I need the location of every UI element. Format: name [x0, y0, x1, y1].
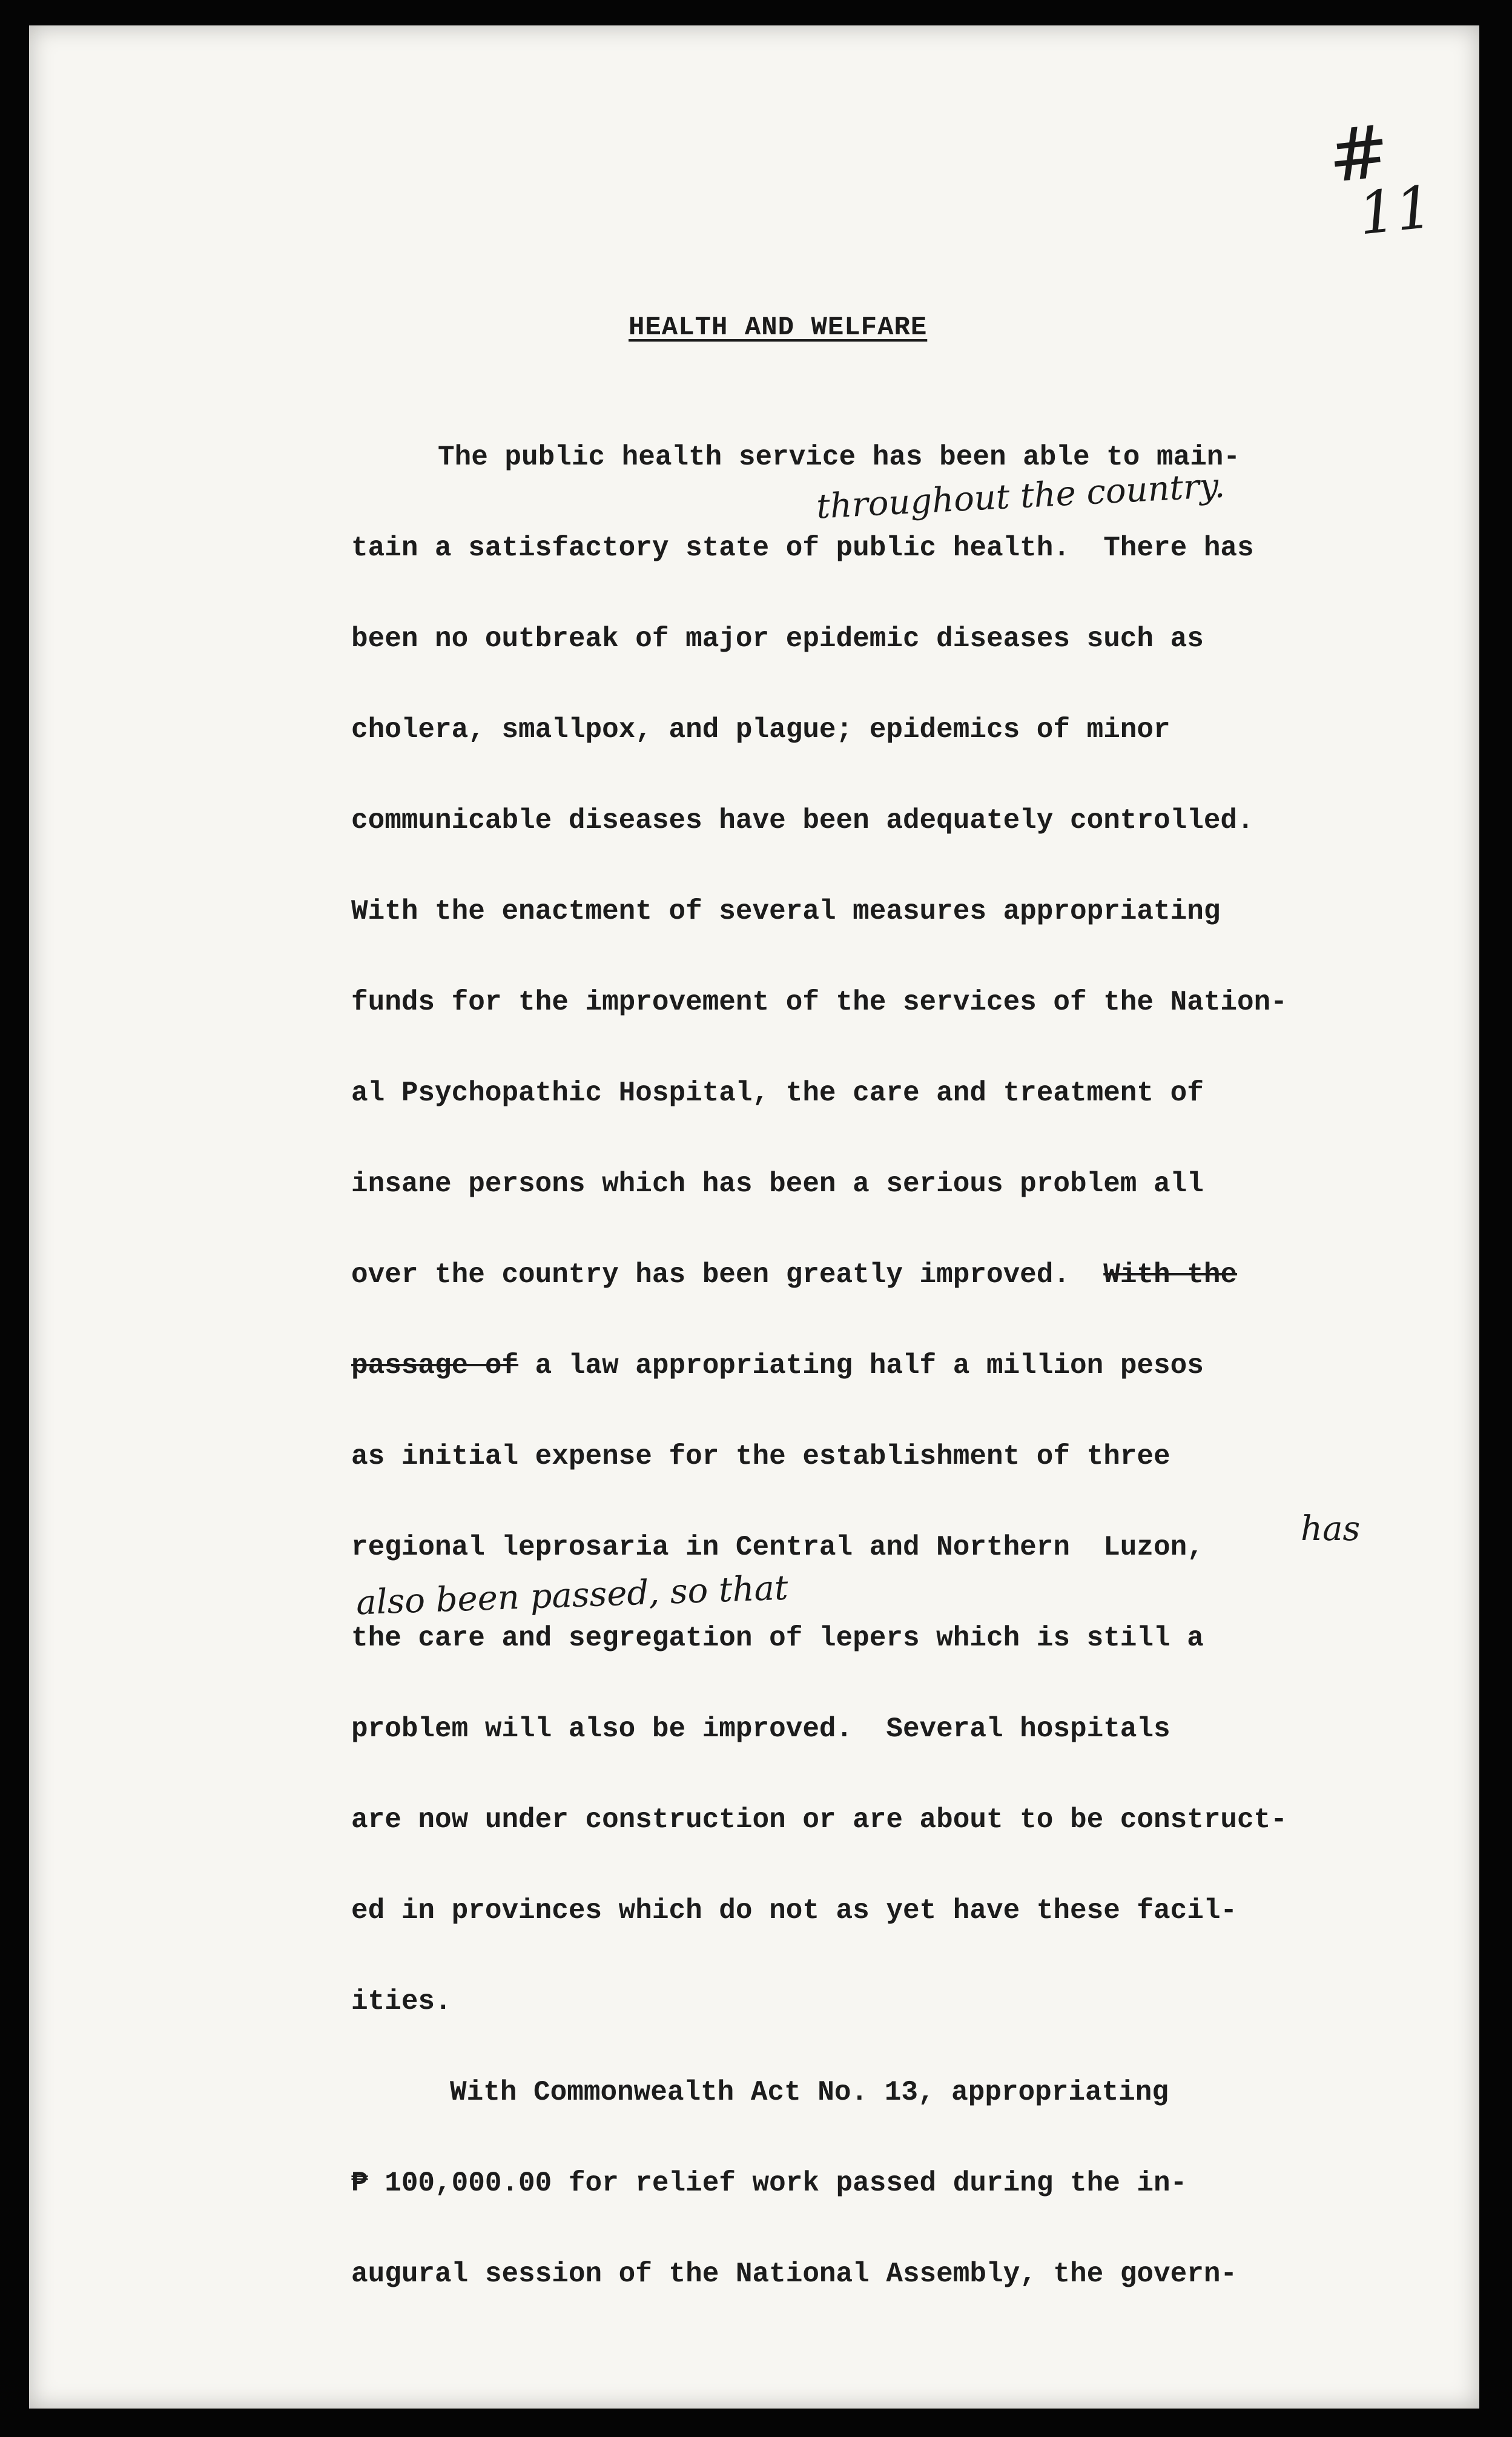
- text-line-16: are now under construction or are about to be construct-: [351, 1804, 1287, 1836]
- text-line-15: problem will also be improved. Several hospitals: [351, 1713, 1170, 1745]
- text-line-8: al Psychopathic Hospital, the care and treatment of: [351, 1077, 1204, 1109]
- text-line-10-main: over the country has been greatly improved.: [351, 1259, 1070, 1291]
- text-line-20: ₱ 100,000.00 for relief work passed during the in-: [351, 2168, 1187, 2199]
- text-line-13: regional leprosaria in Central and Northern Luzon,: [351, 1532, 1204, 1563]
- text-line-2: tain a satisfactory state of public health. There has: [351, 532, 1254, 564]
- text-line-21: augural session of the National Assembly, the govern-: [351, 2258, 1238, 2290]
- text-line-3: been no outbreak of major epidemic diseases such as: [351, 623, 1204, 655]
- page-number-mark: #: [1324, 109, 1394, 200]
- text-line-6: With the enactment of several measures appropriating: [351, 896, 1221, 927]
- text-line-18: ities.: [351, 1986, 452, 2017]
- handwritten-insert-also-been-passed: also been passed, so that: [355, 1568, 789, 1623]
- document-heading: HEALTH AND WELFARE: [629, 312, 928, 343]
- text-line-19: With Commonwealth Act No. 13, appropriating: [450, 2077, 1169, 2108]
- text-line-4: cholera, smallpox, and plague; epidemics of minor: [351, 714, 1170, 746]
- document-page: [29, 25, 1479, 2409]
- handwritten-insert-has: has: [1301, 1509, 1361, 1549]
- handwritten-insert-throughout: throughout the country.: [815, 466, 1226, 527]
- text-line-11: [351, 1352, 1204, 1380]
- text-line-14: the care and segregation of lepers which is still a: [351, 1622, 1204, 1654]
- text-line-11-main: a law appropriating half a million pesos: [535, 1350, 1204, 1381]
- text-line-9: insane persons which has been a serious problem all: [351, 1168, 1204, 1200]
- text-line-1: The public health service has been able to main-: [438, 441, 1241, 473]
- struck-text-passage-of: passage of: [351, 1350, 519, 1381]
- page-number: [1325, 111, 1436, 246]
- text-line-17: ed in provinces which do not as yet have these facil-: [351, 1895, 1238, 1926]
- text-line-7: funds for the improvement of the services of the Nation-: [351, 987, 1287, 1018]
- struck-text-with-the: With the: [1103, 1259, 1238, 1291]
- page-number-value: 11: [1355, 173, 1436, 248]
- text-line-5: communicable diseases have been adequately controlled.: [351, 805, 1254, 836]
- text-line-12: as initial expense for the establishment of three: [351, 1441, 1170, 1472]
- text-line-10: [351, 1261, 1237, 1289]
